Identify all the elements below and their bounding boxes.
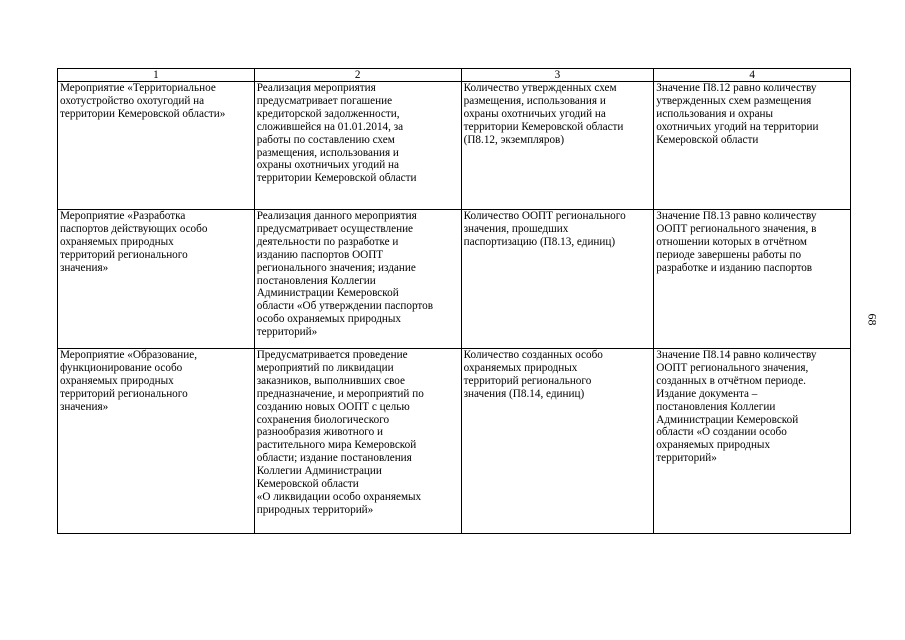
cell-text-line: созданных в отчётном периоде.: [656, 374, 806, 387]
measure-description-cell: [254, 349, 461, 534]
indicator-cell: [461, 82, 654, 210]
cell-text-line: размещения, использования и: [463, 94, 606, 107]
cell-text-line: Реализация мероприятия: [256, 82, 376, 94]
cell-text-line: разнообразия животного и: [256, 426, 383, 439]
cell-text-line: территорий регионального: [60, 387, 188, 400]
cell-text-line: разработке и изданию паспортов: [656, 261, 813, 274]
cell-text-line: созданию новых ООПТ с целью: [256, 400, 410, 413]
cell-text-line: области «О создании особо: [656, 426, 787, 439]
cell-text-line: регионального значения; издание: [256, 261, 416, 274]
cell-text-line: ООПТ регионального значения,: [656, 361, 809, 374]
cell-text-line: Реализация данного мероприятия: [256, 210, 417, 222]
cell-text-line: Количество утвержденных схем: [463, 82, 617, 94]
cell-text-line: охраняемых природных: [60, 235, 174, 248]
cell-text-line: работы по составлению схем: [256, 133, 395, 146]
cell-text-line: области «Об утверждении паспортов: [256, 300, 434, 313]
cell-text-line: территории Кемеровской области: [463, 120, 624, 133]
cell-text-line: Предусматривается проведение: [256, 349, 408, 361]
cell-text-line: Издание документа –: [656, 387, 758, 400]
measures-table: [57, 68, 851, 534]
cell-text-line: территории Кемеровской области»: [60, 107, 226, 120]
cell-text-line: Кемеровской области: [256, 478, 359, 491]
cell-text-line: утвержденных схем размещения: [656, 94, 812, 107]
cell-text-line: Мероприятие «Образование,: [60, 349, 198, 361]
cell-text-line: области; издание постановления: [256, 452, 412, 465]
cell-text-line: Администрации Кемеровской: [256, 287, 399, 300]
indicator-value-cell: [654, 210, 851, 349]
cell-text-line: сложившейся на 01.01.2014, за: [256, 120, 404, 133]
cell-text-line: заказников, выполнивших свое: [256, 374, 405, 387]
cell-text-line: территорий»: [256, 326, 318, 339]
cell-text-line: периоде завершены работы по: [656, 248, 802, 261]
cell-text-line: охраны охотничьих угодий на: [463, 107, 606, 120]
indicator-cell: [461, 210, 654, 349]
cell-text-line: сохранения биологического: [256, 413, 390, 426]
table-row: [58, 349, 851, 534]
cell-text-line: (П8.12, экземпляров): [463, 133, 565, 146]
column-header: 3: [461, 69, 654, 82]
cell-text-line: Мероприятие «Разработка: [60, 210, 186, 222]
cell-text-line: Количество ООПТ регионального: [463, 210, 626, 222]
cell-text-line: Значение П8.14 равно количеству: [656, 349, 817, 361]
cell-text-line: Значение П8.12 равно количеству: [656, 82, 817, 94]
table-row: [58, 82, 851, 210]
column-header: 4: [654, 69, 851, 82]
indicator-value-cell: [654, 349, 851, 534]
indicator-value-cell: [654, 82, 851, 210]
column-header: 2: [254, 69, 461, 82]
measure-description-cell: [254, 82, 461, 210]
cell-text-line: размещения, использования и: [256, 146, 399, 159]
measure-name-cell: [58, 210, 255, 349]
cell-text-line: значения (П8.14, единиц): [463, 387, 585, 400]
column-header: 1: [58, 69, 255, 82]
cell-text-line: охраняемых природных: [60, 374, 174, 387]
cell-text-line: использования и охраны: [656, 107, 774, 120]
cell-text-line: территорий регионального: [463, 374, 592, 387]
cell-text-line: Значение П8.13 равно количеству: [656, 210, 817, 222]
cell-text-line: функционирование особо: [60, 361, 183, 374]
cell-text-line: охраняемых природных: [463, 361, 578, 374]
measure-description-cell: [254, 210, 461, 349]
cell-text-line: предусматривает погашение: [256, 94, 393, 107]
cell-text-line: кредиторской задолженности,: [256, 107, 400, 120]
cell-text-line: охраны охотничьих угодий на: [256, 159, 399, 172]
cell-text-line: постановления Коллегии: [656, 400, 776, 413]
page-number: 68: [865, 313, 880, 326]
cell-text-line: значения»: [60, 400, 109, 413]
cell-text-line: мероприятий по ликвидации: [256, 361, 394, 374]
cell-text-line: «О ликвидации особо охраняемых: [256, 490, 422, 503]
cell-text-line: территорий»: [656, 452, 717, 465]
cell-text-line: природных территорий»: [256, 503, 374, 516]
cell-text-line: Администрации Кемеровской: [656, 413, 799, 426]
cell-text-line: паспортизацию (П8.13, единиц): [463, 235, 616, 248]
cell-text-line: изданию паспортов ООПТ: [256, 248, 384, 261]
cell-text-line: предназначение, и мероприятий по: [256, 387, 424, 400]
cell-text-line: Кемеровской области: [656, 133, 759, 146]
table-row: [58, 210, 851, 349]
cell-text-line: ООПТ регионального значения, в: [656, 222, 817, 235]
cell-text-line: значения»: [60, 261, 109, 274]
cell-text-line: территорий регионального: [60, 248, 188, 261]
cell-text-line: особо охраняемых природных: [256, 313, 402, 326]
cell-text-line: отношении которых в отчётном: [656, 235, 808, 248]
cell-text-line: деятельности по разработке и: [256, 235, 399, 248]
measure-name-cell: [58, 349, 255, 534]
indicator-cell: [461, 349, 654, 534]
cell-text-line: паспортов действующих особо: [60, 222, 208, 235]
cell-text-line: предусматривает осуществление: [256, 222, 414, 235]
measure-name-cell: [58, 82, 255, 210]
cell-text-line: Мероприятие «Территориальное: [60, 82, 216, 94]
cell-text-line: охраняемых природных: [656, 439, 771, 452]
cell-text-line: охотустройство охотугодий на: [60, 94, 205, 107]
table-header-row: [58, 69, 851, 82]
cell-text-line: Количество созданных особо: [463, 349, 603, 361]
cell-text-line: Коллегии Администрации: [256, 465, 382, 478]
cell-text-line: охотничьих угодий на территории: [656, 120, 819, 133]
cell-text-line: территории Кемеровской области: [256, 172, 417, 185]
cell-text-line: значения, прошедших: [463, 222, 569, 235]
cell-text-line: постановления Коллегии: [256, 274, 376, 287]
cell-text-line: растительного мира Кемеровской: [256, 439, 417, 452]
